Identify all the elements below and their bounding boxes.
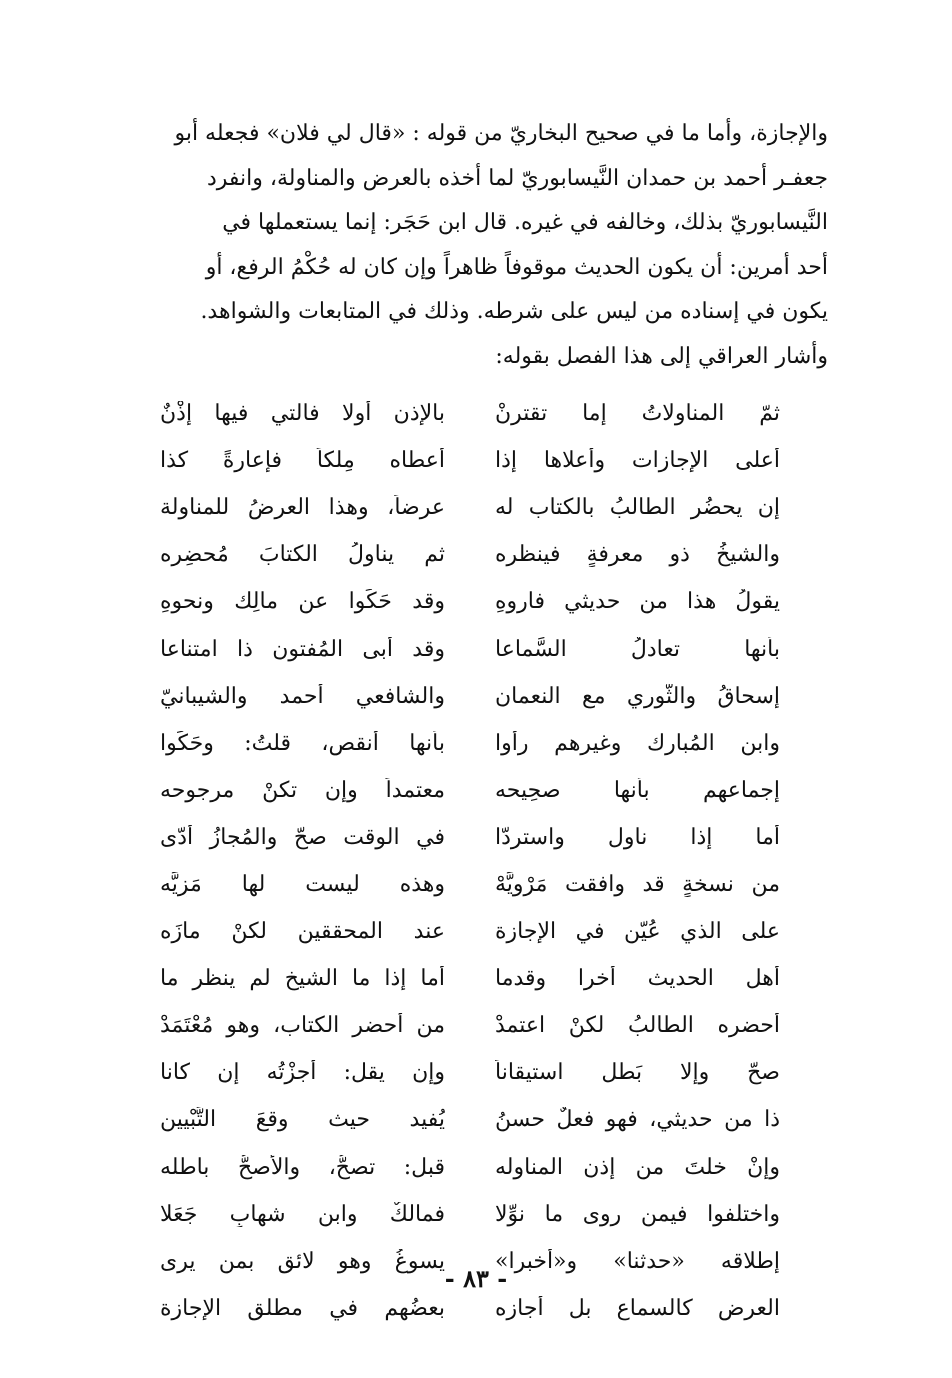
verse-first-hemistich: صحّ وإلا بَطل استيقاناً xyxy=(495,1060,780,1086)
verse-second-hemistich: يسوغُ وهو لائق بمن يرى xyxy=(160,1248,445,1274)
verse-line xyxy=(160,437,780,484)
prose-line: أحد أمرين: أن يكون الحديث موقوفاً ظاهراً وإن كان له حُكْمُ الرفع، أو xyxy=(205,254,828,280)
verse-first-hemistich: أحضره الطالبُ لكنْ اعتمدْ xyxy=(495,1013,780,1039)
verse-line xyxy=(160,955,780,1002)
verse-second-hemistich: بعضُهم في مطلق الإجازة xyxy=(160,1295,445,1321)
verse-first-hemistich: وابن المُبارك وغيرهم رأوا xyxy=(495,730,780,756)
verse-second-hemistich: وقد أبى المُفتون ذا امتناعا xyxy=(160,636,445,662)
verse-second-hemistich: عند المحققين لكنْ مازَه xyxy=(160,919,445,945)
prose-line: وأشار العراقي إلى هذا الفصل بقوله: xyxy=(495,343,828,369)
verse-second-hemistich: معتمداً وإن تكنْ مرجوحه xyxy=(160,777,445,803)
verse-first-hemistich: ثمّ المناولاتُ إما تقترنْ xyxy=(495,401,780,427)
verse-second-hemistich: بأنها أنقص، قلتُ: وحَكَوا xyxy=(160,730,445,756)
prose-paragraph xyxy=(134,112,828,379)
verse-line xyxy=(160,814,780,861)
verse-line xyxy=(160,390,780,437)
prose-line: والإجازة، وأما ما في صحيح البخاريّ من قوله : «قال لي فلان» فجعله أبو xyxy=(174,121,828,146)
verse-line xyxy=(160,767,780,814)
page-number: - ٨٣ - xyxy=(444,1264,508,1293)
verse-line xyxy=(160,1144,780,1191)
verse-first-hemistich: يقولُ هذا من حديثي فاروهِ xyxy=(495,589,780,615)
verse-line xyxy=(160,908,780,955)
prose-line: يكون في إسناده من ليس على شرطه. وذلك في المتابعات والشواهد. xyxy=(200,299,828,324)
verse-first-hemistich: على الذي عُيّن في الإجازة xyxy=(495,919,780,945)
verse-first-hemistich: من نسخةٍ قد وافقت مَرْويَّهْ xyxy=(495,871,780,897)
verse-line xyxy=(160,578,780,625)
verse-line xyxy=(160,1191,780,1238)
verse-first-hemistich: إطلاقه «حدثنا» و«أخبرا» xyxy=(495,1248,780,1274)
prose-line: النَّيسابوريّ بذلك، وخالفه في غيره. قال ابن حَجَر: إنما يستعملها في xyxy=(222,210,828,235)
verse-second-hemistich: من أحضر الكتاب، وهو مُعْتَمَدْ xyxy=(160,1013,445,1039)
verse-second-hemistich: أما إذا ما الشيخ لم ينظر ما xyxy=(160,966,445,992)
verse-first-hemistich: إسحاقُ والثَّوري مع النعمان xyxy=(495,683,780,709)
verse-first-hemistich: بأنها تعادلُ السَّماعا xyxy=(495,636,780,662)
verse-line xyxy=(160,1049,780,1096)
verse-first-hemistich: أما إذا ناول واستردّا xyxy=(495,824,780,850)
verse-first-hemistich: أهل الحديث أخرا وقدما xyxy=(495,966,780,992)
prose-line: جعفـر أحمد بن حمدان النَّيسابوريّ لما أخذه بالعرض والمناولة، وانفرد xyxy=(206,165,828,191)
verse-line xyxy=(160,1002,780,1049)
verse-line xyxy=(160,625,780,672)
verse-first-hemistich: والشيخُ ذو معرفةٍ فينظره xyxy=(495,542,780,568)
verse-line xyxy=(160,531,780,578)
verse-first-hemistich: إجماعهم بأنها صحِيحه xyxy=(495,777,780,803)
verse-first-hemistich: ذا من حديثي، فهو فعلٌ حسنُ xyxy=(495,1107,780,1133)
verse-line xyxy=(160,484,780,531)
verse-first-hemistich: العرض كالسماع بل أجازه xyxy=(495,1295,780,1321)
verse-second-hemistich: عرضاً، وهذا العرضُ للمناولة xyxy=(160,495,445,521)
verse-second-hemistich: بالإذن أولا فالتي فيها إذْنٌ xyxy=(160,401,445,427)
verse-second-hemistich: وهذه ليست لها مَزِيَّه xyxy=(160,871,445,897)
verse-second-hemistich: ثم يناولُ الكتابَ مُحضِره xyxy=(160,542,445,568)
verse-line xyxy=(160,861,780,908)
verse-line xyxy=(160,1096,780,1143)
verse-line xyxy=(160,673,780,720)
verse-first-hemistich: واختلفوا فيمن روى ما نوِّلا xyxy=(495,1201,780,1227)
verse-second-hemistich: وإن يقل: أجزْتُه إن كانا xyxy=(160,1060,445,1086)
verse-second-hemistich: في الوقت صحّ والمُجازُ أدّى xyxy=(160,824,445,850)
verse-second-hemistich: وقد حَكَوا عن مالِك ونحوهِ xyxy=(160,589,445,615)
verse-first-hemistich: وإنْ خلتَ من إذن المناوله xyxy=(495,1154,780,1180)
verse-second-hemistich: أعطاه مِلكاً فإعارةً كذا xyxy=(160,448,445,474)
verse-second-hemistich: فمالكٌ وابن شهابٍ جَعَلا xyxy=(160,1201,445,1227)
verse-second-hemistich: والشافعي أحمد والشيبانيّ xyxy=(160,683,445,709)
verse-second-hemistich: يُفيد حيث وقعَ التَّبْيين xyxy=(160,1107,445,1133)
poem-verses xyxy=(160,390,780,1332)
verse-first-hemistich: أعلى الإجازات وأعلاها إذا xyxy=(495,448,780,474)
verse-first-hemistich: إن يحضُر الطالبُ بالكتاب له xyxy=(495,495,780,521)
verse-line xyxy=(160,720,780,767)
verse-second-hemistich: قبل: تصحُّ، والأصحُّ باطله xyxy=(160,1154,445,1180)
